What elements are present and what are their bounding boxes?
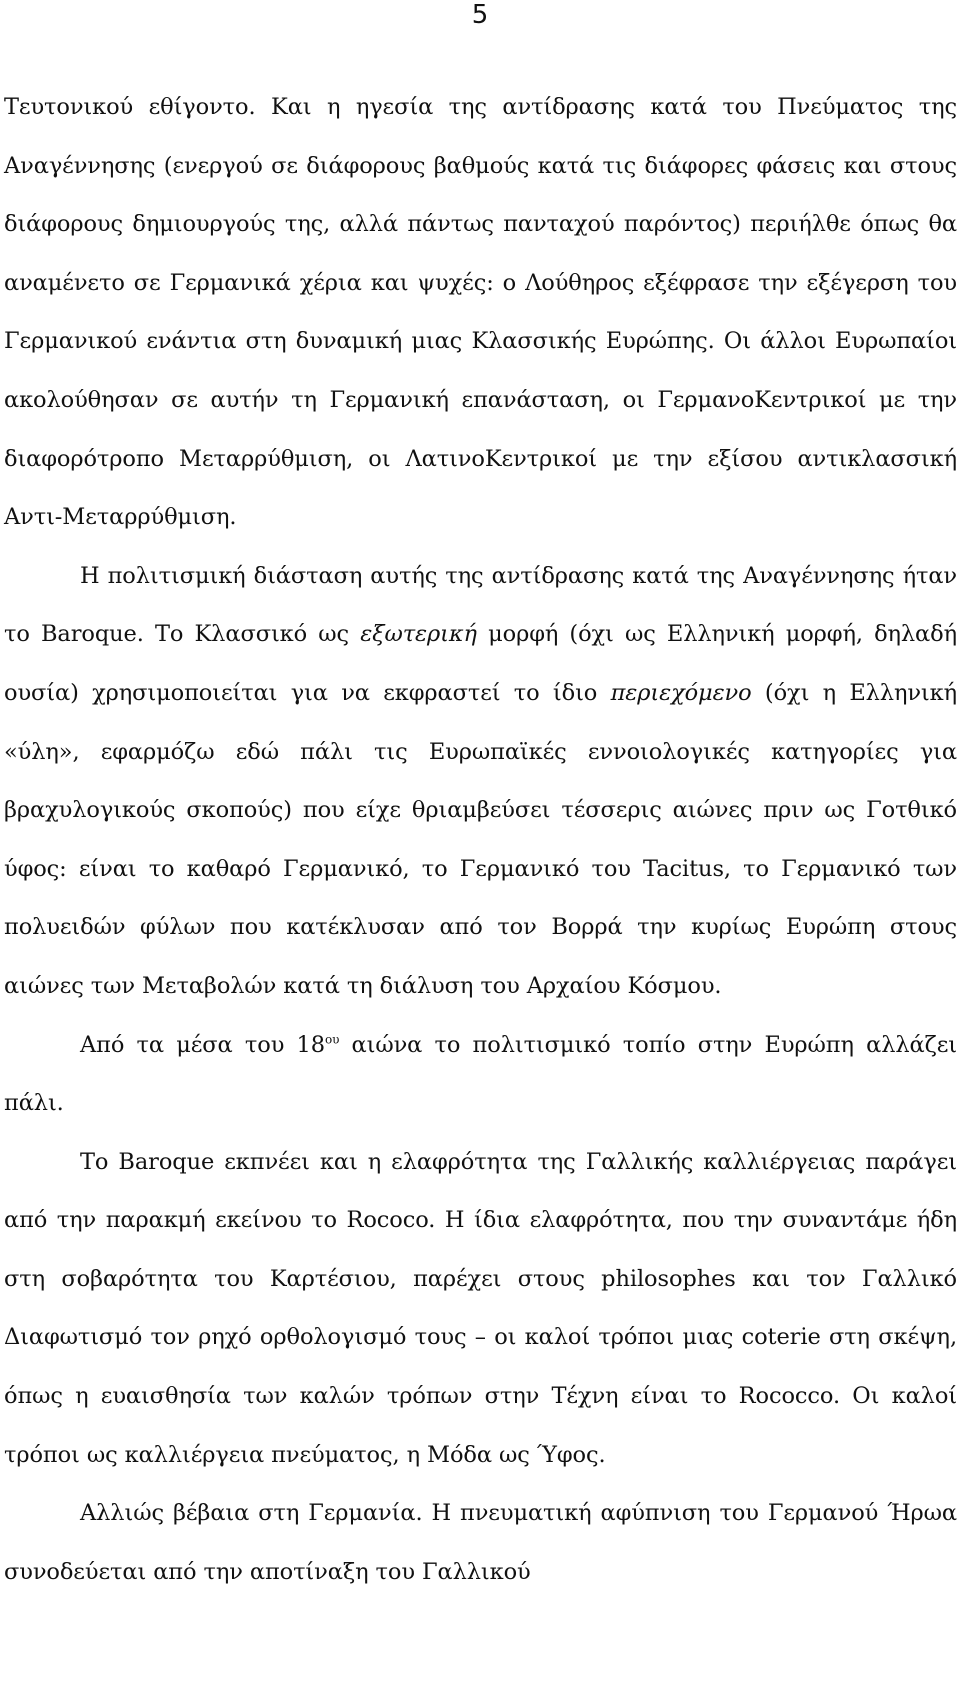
emphasis-periexomeno: περιεχόμενο <box>610 679 752 706</box>
paragraph-2-text-c: (όχι η Ελληνική «ύλη», εφαρμόζω εδώ πάλι τις Ευρωπαϊκές εννοιολογικές κατηγορίες για βραχυλογικούς σκοπούς) που είχε θριαμβεύσει τέσσερις αιώνες πριν ως Γοτθικό ύφος: είναι το καθαρό Γερμανικό, το Γερμανικό του Tacitus, το Γερμανικό των πολυειδών φύλων που κατέκλυσαν από τον Βορρά την κυρίως Ευρώπη στους αιώνες των Μεταβολών κατά τη διάλυση του Αρχαίου Κόσμου. <box>4 679 957 999</box>
body-text <box>4 78 957 1601</box>
paragraph-1: Τευτονικού εθίγοντο. Και η ηγεσία της αντίδρασης κατά του Πνεύματος της Αναγέννησης (ενεργού σε διάφορους βαθμούς κατά τις διάφορες φάσεις και στους διάφορους δημιουργούς της, αλλά πάντως πανταχού παρόντος) περιήλθε όπως θα αναμένετο σε Γερμανικά χέρια και ψυχές: ο Λούθηρος εξέφρασε την εξέγερση του Γερμανικού ενάντια στη δυναμική μιας Κλασσικής Ευρώπης. Οι άλλοι Ευρωπαίοι ακολούθησαν σε αυτήν τη Γερμανική επανάσταση, οι ΓερμανοΚεντρικοί με την διαφορότροπο Μεταρρύθμιση, οι ΛατινοΚεντρικοί με την εξίσου αντικλασσική Αντι-Μεταρρύθμιση. <box>4 94 957 531</box>
paragraph-2 <box>4 547 957 1016</box>
paragraph-5: Αλλιώς βέβαια στη Γερμανία. Η πνευματική αφύπνιση του Γερμανού Ήρωα συνοδεύεται από την αποτίναξη του Γαλλικού <box>4 1500 957 1585</box>
paragraph-3-text-b: αιώνα το πολιτισμικό τοπίο στην Ευρώπη αλλάζει πάλι. <box>4 1031 957 1117</box>
paragraph-3 <box>4 1016 957 1133</box>
page-number: 5 <box>471 0 489 30</box>
ordinal-superscript: ου <box>324 1032 340 1046</box>
paragraph-4: Το Baroque εκπνέει και η ελαφρότητα της Γαλλικής καλλιέργειας παράγει από την παρακμή εκείνου το Rococo. Η ίδια ελαφρότητα, που την συναντάμε ήδη στη σοβαρότητα του Καρτέσιου, παρέχει στους philosophes και τον Γαλλικό Διαφωτισμό τον ρηχό ορθολογισμό τους – οι καλοί τρόποι μιας coterie στη σκέψη, όπως η ευαισθησία των καλών τρόπων στην Τέχνη είναι το Rococco. Οι καλοί τρόποι ως καλλιέργεια πνεύματος, η Μόδα ως Ύφος. <box>4 1148 957 1468</box>
emphasis-exoteriki: εξωτερική <box>360 621 477 648</box>
paragraph-2-text-b: μορφή (όχι ως Ελληνική μορφή, δηλαδή ουσία) χρησιμοποιείται για να εκφραστεί το ίδιο <box>4 621 957 706</box>
paragraph-3-text-a: Από τα μέσα του 18 <box>80 1031 325 1058</box>
paragraph-2-text-a: Η πολιτισμική διάσταση αυτής της αντίδρασης κατά της Αναγέννησης ήταν το Baroque. Το Κλασσικό ως <box>4 562 957 648</box>
